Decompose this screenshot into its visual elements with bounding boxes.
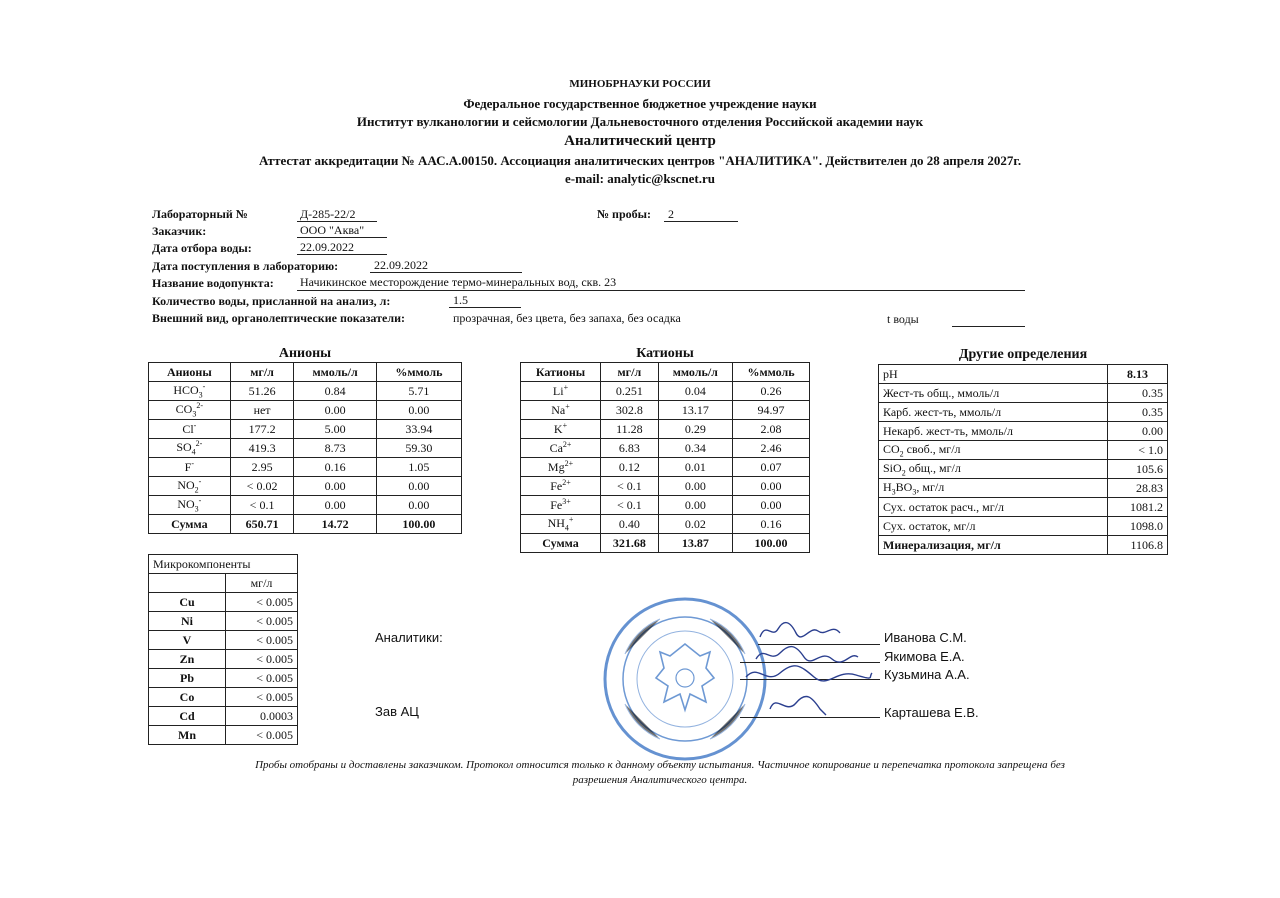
ion-charge: - — [193, 421, 197, 430]
lab-number-line — [297, 221, 377, 222]
anions-title: Анионы — [278, 346, 332, 361]
pct-cell: 0.00 — [376, 477, 461, 496]
micro-unit-blank — [149, 574, 226, 593]
mg-cell: 419.3 — [230, 439, 294, 458]
sum-mmol-cell: 14.72 — [294, 515, 376, 534]
pct-cell: 94.97 — [733, 401, 810, 420]
table-row — [879, 403, 1168, 422]
pct-cell: 1.05 — [376, 458, 461, 477]
sum-row — [521, 534, 810, 553]
element-value: < 0.005 — [226, 612, 298, 631]
determination-label: $CO_2$ своб., мг/л — [879, 441, 1108, 460]
ion-cell — [149, 477, 231, 496]
anions-table — [148, 362, 462, 534]
table-row — [149, 707, 298, 726]
accreditation-line: Аттестат аккредитации № ААС.А.00150. Ассоциация аналитических центров "АНАЛИТИКА". Действителен до 28 апреля 2027г. — [258, 153, 1022, 168]
ion-subscript: 4 — [564, 523, 569, 533]
mg-cell: 0.40 — [601, 515, 659, 534]
table-row — [879, 422, 1168, 441]
sum-mmol-cell: 13.87 — [658, 534, 732, 553]
water-temp-label: t воды — [887, 312, 919, 326]
mmol-cell: 0.29 — [658, 420, 732, 439]
determination-label: Сух. остаток расч., мг/л — [879, 498, 1108, 517]
analyst-name-3: Кузьмина А.А. — [884, 667, 970, 682]
ion-subscript: 3 — [192, 409, 197, 419]
table-row — [149, 496, 462, 515]
ion-cell — [521, 382, 601, 401]
sum-label-cell: Сумма — [149, 515, 231, 534]
table-row — [149, 439, 462, 458]
ion-charge: 2- — [195, 439, 203, 449]
mg-cell: 51.26 — [230, 382, 294, 401]
ion-base: K — [553, 422, 563, 436]
table-row — [521, 496, 810, 515]
determination-value: 105.6 — [1108, 460, 1168, 479]
table-row — [879, 498, 1168, 517]
ion-cell — [149, 496, 231, 515]
element-cell: Pb — [149, 669, 226, 688]
pct-cell: 0.00 — [733, 496, 810, 515]
center-title: Аналитический центр — [564, 133, 716, 149]
micro-table — [148, 554, 298, 745]
sum-pct-cell: 100.00 — [733, 534, 810, 553]
analyst-name-1: Иванова С.М. — [884, 630, 967, 645]
volume-label: Количество воды, присланной на анализ, л: — [152, 294, 391, 308]
ion-base: F — [184, 460, 192, 474]
table-row — [879, 517, 1168, 536]
micro-unit: мг/л — [226, 574, 298, 593]
sum-pct-cell: 100.00 — [376, 515, 461, 534]
pct-cell: 0.00 — [733, 477, 810, 496]
lab-number-label: Лабораторный № — [152, 207, 248, 221]
mmol-cell: 0.16 — [294, 458, 376, 477]
ion-base: CO — [175, 402, 193, 417]
table-row — [521, 439, 810, 458]
micro-title-row — [149, 555, 298, 574]
table-row — [879, 536, 1168, 555]
element-value: < 0.005 — [226, 669, 298, 688]
ion-base: HCO — [173, 383, 199, 398]
ion-charge: 2+ — [564, 459, 574, 468]
arrival-date-label: Дата поступления в лабораторию: — [152, 259, 339, 273]
table-row — [879, 479, 1168, 498]
arrival-date: 22.09.2022 — [374, 258, 428, 272]
determination-value: < 1.0 — [1108, 441, 1168, 460]
table-row — [879, 441, 1168, 460]
determination-value: 28.83 — [1108, 479, 1168, 498]
element-cell: V — [149, 631, 226, 650]
footer-line-1: Пробы отобраны и доставлены заказчиком. Протокол относится только к данному объекту испытания. Частичное копирование и перепечатка протокола запрещена без — [255, 759, 1065, 771]
element-value: < 0.005 — [226, 688, 298, 707]
table-row — [149, 458, 462, 477]
determination-value: 1098.0 — [1108, 517, 1168, 536]
ion-base: Fe — [550, 479, 563, 493]
table-row — [879, 384, 1168, 403]
column-header: %ммоль — [733, 363, 810, 382]
table-row — [149, 382, 462, 401]
column-header: %ммоль — [376, 363, 461, 382]
micro-title: Микрокомпоненты — [149, 555, 298, 574]
ion-cell — [149, 382, 231, 401]
ion-charge: - — [202, 382, 206, 392]
table-row — [149, 593, 298, 612]
ion-cell — [521, 496, 601, 515]
ion-base: NO — [177, 497, 195, 512]
mmol-cell: 0.00 — [294, 477, 376, 496]
mmol-cell: 0.00 — [658, 496, 732, 515]
element-value: < 0.005 — [226, 631, 298, 650]
sum-mg-cell: 650.71 — [230, 515, 294, 534]
mg-cell: нет — [230, 401, 294, 420]
ion-cell — [149, 458, 231, 477]
mg-cell: 2.95 — [230, 458, 294, 477]
element-value: < 0.005 — [226, 726, 298, 745]
sample-number-label: № пробы: — [597, 207, 652, 221]
footer-line-2: разрешения Аналитического центра. — [572, 774, 748, 786]
mg-cell: < 0.02 — [230, 477, 294, 496]
table-row — [149, 612, 298, 631]
sample-number: 2 — [668, 207, 674, 221]
arrival-date-line — [370, 272, 522, 273]
ion-charge: + — [562, 421, 568, 430]
lab-number: Д-285-22/2 — [300, 207, 356, 221]
determination-label: Некарб. жест-ть, ммоль/л — [879, 422, 1108, 441]
head-name: Карташева Е.В. — [884, 705, 979, 720]
ion-base: Na — [551, 403, 566, 417]
mg-cell: 0.251 — [601, 382, 659, 401]
ion-cell — [521, 401, 601, 420]
sampling-date: 22.09.2022 — [300, 240, 354, 254]
column-header: ммоль/л — [294, 363, 376, 382]
element-cell: Cu — [149, 593, 226, 612]
appearance-value: прозрачная, без цвета, без запаха, без осадка — [453, 311, 681, 325]
mmol-cell: 0.02 — [658, 515, 732, 534]
element-cell: Mn — [149, 726, 226, 745]
head-label: Зав АЦ — [375, 704, 419, 719]
column-header: ммоль/л — [658, 363, 732, 382]
sampling-date-label: Дата отбора воды: — [152, 241, 252, 255]
sum-label-cell: Сумма — [521, 534, 601, 553]
table-row — [879, 460, 1168, 479]
ion-cell — [521, 515, 601, 534]
mmol-cell: 0.00 — [658, 477, 732, 496]
table-row — [521, 401, 810, 420]
volume-value: 1.5 — [453, 293, 468, 307]
table-row — [879, 365, 1168, 384]
ion-cell — [521, 420, 601, 439]
pct-cell: 33.94 — [376, 420, 461, 439]
mmol-cell: 0.00 — [294, 496, 376, 515]
pct-cell: 2.46 — [733, 439, 810, 458]
table-row — [521, 458, 810, 477]
ministry-title: МИНОБРНАУКИ РОССИИ — [569, 78, 711, 90]
pct-cell: 0.26 — [733, 382, 810, 401]
pct-cell: 0.07 — [733, 458, 810, 477]
ion-base: Ca — [549, 441, 563, 455]
determination-label: pH — [879, 365, 1108, 384]
ion-base: Mg — [547, 460, 565, 474]
ion-base: NO — [177, 478, 195, 493]
table-row — [149, 669, 298, 688]
table-row — [149, 688, 298, 707]
mg-cell: 177.2 — [230, 420, 294, 439]
mmol-cell: 0.01 — [658, 458, 732, 477]
pct-cell: 2.08 — [733, 420, 810, 439]
pct-cell: 59.30 — [376, 439, 461, 458]
ion-charge: 2- — [196, 401, 203, 411]
mg-cell: 11.28 — [601, 420, 659, 439]
mmol-cell: 0.84 — [294, 382, 376, 401]
determination-value: 0.35 — [1108, 384, 1168, 403]
other-title: Другие определения — [958, 347, 1088, 362]
element-cell: Co — [149, 688, 226, 707]
ion-charge: + — [563, 383, 569, 392]
determination-label: Жест-ть общ., ммоль/л — [879, 384, 1108, 403]
determination-value: 8.13 — [1108, 365, 1168, 384]
column-header: мг/л — [230, 363, 294, 382]
footer-note — [170, 758, 1150, 788]
determination-label: Карб. жест-ть, ммоль/л — [879, 403, 1108, 422]
ion-charge: 3+ — [562, 497, 571, 506]
ion-charge: - — [198, 477, 202, 487]
mmol-cell: 13.17 — [658, 401, 732, 420]
element-cell: Ni — [149, 612, 226, 631]
customer-line — [297, 237, 387, 238]
table-row — [521, 382, 810, 401]
volume-line — [449, 307, 521, 308]
table-row — [521, 477, 810, 496]
email-line: e-mail: analytic@kscnet.ru — [564, 171, 715, 186]
element-cell: Zn — [149, 650, 226, 669]
source-value: Начикинское месторождение термо-минеральных вод, скв. 23 — [300, 275, 617, 289]
determination-label: $H_3BO_3$, мг/л — [879, 479, 1108, 498]
cations-table — [520, 362, 810, 553]
table-row — [149, 631, 298, 650]
institution-type: Федеральное государственное бюджетное учреждение науки — [463, 96, 817, 111]
customer-label: Заказчик: — [152, 224, 207, 238]
table-row — [521, 420, 810, 439]
micro-unit-row — [149, 574, 298, 593]
table-row — [149, 420, 462, 439]
mmol-cell: 8.73 — [294, 439, 376, 458]
ion-base: SO — [176, 440, 192, 455]
sum-mg-cell: 321.68 — [601, 534, 659, 553]
ion-subscript: 2 — [194, 485, 199, 495]
ion-charge: 2+ — [562, 440, 572, 449]
sum-row — [149, 515, 462, 534]
mmol-cell: 0.34 — [658, 439, 732, 458]
ion-cell — [521, 458, 601, 477]
sample-number-line — [664, 221, 738, 222]
ion-charge: - — [191, 459, 195, 468]
ion-cell — [521, 477, 601, 496]
mmol-cell: 0.04 — [658, 382, 732, 401]
mmol-cell: 5.00 — [294, 420, 376, 439]
element-value: < 0.005 — [226, 650, 298, 669]
table-row — [149, 650, 298, 669]
ion-cell — [149, 420, 231, 439]
ion-charge: - — [198, 496, 202, 506]
table-row — [149, 401, 462, 420]
mg-cell: < 0.1 — [601, 496, 659, 515]
determination-value: 0.35 — [1108, 403, 1168, 422]
water-temp-line — [952, 326, 1025, 327]
column-header: мг/л — [601, 363, 659, 382]
ion-subscript: 3 — [198, 390, 203, 400]
appearance-label: Внешний вид, органолептические показатели: — [152, 311, 405, 325]
ion-charge: 2+ — [562, 478, 571, 487]
determination-value: 0.00 — [1108, 422, 1168, 441]
ion-cell — [149, 401, 231, 420]
table-row — [149, 726, 298, 745]
ion-base: Fe — [550, 498, 563, 512]
table-row — [521, 515, 810, 534]
ion-charge: + — [568, 515, 574, 525]
analyst-name-2: Якимова Е.А. — [884, 649, 965, 664]
other-table — [878, 364, 1168, 555]
ion-subscript: 4 — [191, 447, 196, 457]
mg-cell: 0.12 — [601, 458, 659, 477]
pct-cell: 0.16 — [733, 515, 810, 534]
pct-cell: 5.71 — [376, 382, 461, 401]
customer-value: ООО "Аква" — [300, 223, 365, 237]
ion-base: NH — [547, 516, 565, 531]
cations-title: Катионы — [636, 346, 694, 361]
determination-value: 1106.8 — [1108, 536, 1168, 555]
ion-subscript: 3 — [194, 504, 199, 514]
element-cell: Cd — [149, 707, 226, 726]
ion-cell — [149, 439, 231, 458]
sampling-date-line — [297, 254, 387, 255]
table-row — [149, 477, 462, 496]
column-header: Катионы — [521, 363, 601, 382]
source-line — [297, 290, 1025, 291]
source-label: Название водопункта: — [152, 276, 274, 290]
ion-cell — [521, 439, 601, 458]
determination-label: Минерализация, мг/л — [879, 536, 1108, 555]
mmol-cell: 0.00 — [294, 401, 376, 420]
determination-value: 1081.2 — [1108, 498, 1168, 517]
mg-cell: 302.8 — [601, 401, 659, 420]
element-value: < 0.005 — [226, 593, 298, 612]
analysts-label: Аналитики: — [375, 630, 443, 645]
institute-name: Институт вулканологии и сейсмологии Дальневосточного отделения Российской академии наук — [356, 114, 924, 129]
element-value: 0.0003 — [226, 707, 298, 726]
ion-base: Cl — [182, 422, 194, 436]
ion-base: Li — [552, 384, 564, 398]
column-header: Анионы — [149, 363, 231, 382]
determination-label: Сух. остаток, мг/л — [879, 517, 1108, 536]
mg-cell: < 0.1 — [601, 477, 659, 496]
mg-cell: < 0.1 — [230, 496, 294, 515]
handwritten-signatures-icon — [740, 615, 880, 727]
determination-label: SiO$_2$ общ., мг/л — [879, 460, 1108, 479]
pct-cell: 0.00 — [376, 496, 461, 515]
pct-cell: 0.00 — [376, 401, 461, 420]
ion-charge: + — [565, 402, 570, 411]
mg-cell: 6.83 — [601, 439, 659, 458]
